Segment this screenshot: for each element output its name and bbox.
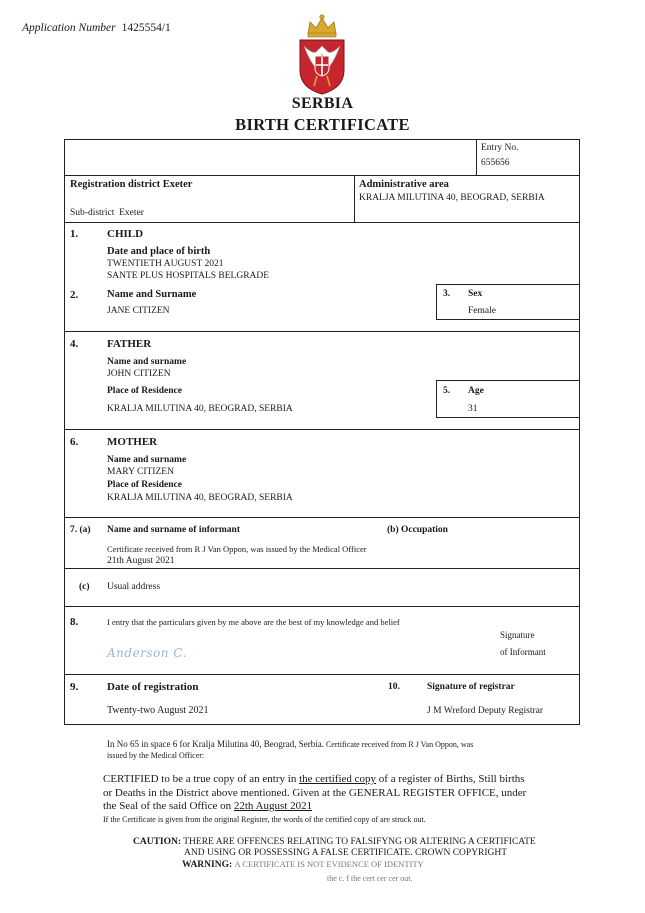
father-residence-label: Place of Residence	[107, 386, 182, 396]
administrative-area-value: KRALJA MILUTINA 40, BEOGRAD, SERBIA	[359, 193, 545, 203]
certified-footnote: If the Certificate is given from the original Register, the words of the certified copy of are struck out.	[103, 815, 426, 824]
registration-district: Registration district Exeter	[70, 179, 193, 190]
child-name-number: 2.	[70, 289, 79, 301]
age-number: 5.	[443, 386, 451, 396]
father-heading: FATHER	[107, 338, 152, 350]
application-number: Application Number 1425554/1	[22, 22, 171, 34]
entry-number-label: Entry No.	[481, 143, 519, 153]
registration-date-number: 9.	[70, 681, 79, 693]
sub-district: Sub-district Exeter	[70, 208, 144, 218]
warning-label: WARNING:	[182, 860, 233, 870]
informant-signature: Anderson C.	[107, 646, 187, 660]
child-heading: CHILD	[107, 228, 144, 240]
father-residence: KRALJA MILUTINA 40, BEOGRAD, SERBIA	[107, 404, 293, 414]
child-number: 1.	[70, 228, 79, 240]
informant-number: 7. (a)	[70, 525, 91, 535]
child-dob: TWENTIETH AUGUST 2021	[107, 259, 224, 269]
registration-date-label: Date of registration	[107, 681, 199, 693]
father-number: 4.	[70, 338, 79, 350]
registrar-number: 10.	[388, 682, 400, 692]
mother-residence: KRALJA MILUTINA 40, BEOGRAD, SERBIA	[107, 493, 293, 503]
mother-heading: MOTHER	[107, 436, 158, 448]
registration-date-value: Twenty-two August 2021	[107, 705, 209, 716]
document-title: BIRTH CERTIFICATE	[235, 115, 410, 134]
caution-faded-line: the c. f the cert cer cer out.	[327, 874, 413, 883]
registrar-name: J M Wreford Deputy Registrar	[427, 706, 544, 716]
entry-number-value: 655656	[481, 158, 510, 168]
country-title: SERBIA	[291, 95, 354, 112]
mother-number: 6.	[70, 436, 79, 448]
mother-name: MARY CITIZEN	[107, 467, 174, 477]
declaration-text: I entry that the particulars given by me above are the best of my knowledge and belief	[107, 617, 400, 627]
child-name-label: Name and Surname	[107, 289, 197, 300]
child-birth-place: SANTE PLUS HOSPITALS BELGRADE	[107, 271, 270, 281]
informant-date: 21th August 2021	[107, 556, 175, 566]
certified-date: 22th August 2021	[233, 800, 313, 812]
age-box	[436, 380, 580, 418]
sex-label: Sex	[468, 289, 483, 299]
father-name: JOHN CITIZEN	[107, 369, 171, 379]
age-value: 31	[468, 404, 478, 414]
certified-statement: CERTIFIED to be a true copy of an entry in the certified copy of a register of Births, Still births or Deaths in the District above mentioned. Given at the GENERAL REGISTER OFFICE, under the Seal of the said Office on 22th August 2021	[103, 773, 527, 812]
administrative-area-label: Administrative area	[359, 179, 449, 190]
child-dob-label: Date and place of birth	[107, 246, 211, 257]
sex-value: Female	[468, 306, 496, 316]
certificate-note: In No 65 in space 6 for Kralja Milutina 40, Beograd, Serbia. Certificate received from R J Van Oppon, was issued by the Medical Officer:	[107, 739, 474, 760]
mother-residence-label: Place of Residence	[107, 480, 182, 490]
declaration-number: 8.	[70, 616, 79, 628]
caution-block: CAUTION: THERE ARE OFFENCES RELATING TO FALSIFYNG OR ALTERING A CERTIFICATE AND USING OR POSSESSING A FALSE CERTIFICATE. CROWN COPYRIGHT WARNING: A CERTIFICATE IS NOT EVIDENCE OF IDENTITY	[133, 837, 536, 870]
caution-label: CAUTION:	[133, 837, 182, 847]
sex-box	[436, 284, 580, 320]
registrar-signature-label: Signature of registrar	[427, 682, 515, 692]
usual-address-number: (c)	[79, 582, 90, 592]
signature-of-informant-label: of Informant	[500, 647, 546, 657]
occupation-label: (b) Occupation	[387, 525, 448, 535]
informant-text: Certificate received from R J Van Oppon, was issued by the Medical Officer	[107, 544, 367, 554]
child-name: JANE CITIZEN	[107, 306, 170, 316]
mother-name-label: Name and surname	[107, 455, 187, 465]
father-name-label: Name and surname	[107, 357, 187, 367]
age-label: Age	[468, 386, 484, 396]
usual-address-label: Usual address	[107, 582, 161, 592]
serbia-coat-of-arms-icon	[296, 10, 348, 96]
application-number-value: 1425554/1	[121, 22, 171, 34]
informant-label: Name and surname of informant	[107, 525, 240, 535]
sex-number: 3.	[443, 289, 451, 299]
signature-label: Signature	[500, 630, 535, 640]
